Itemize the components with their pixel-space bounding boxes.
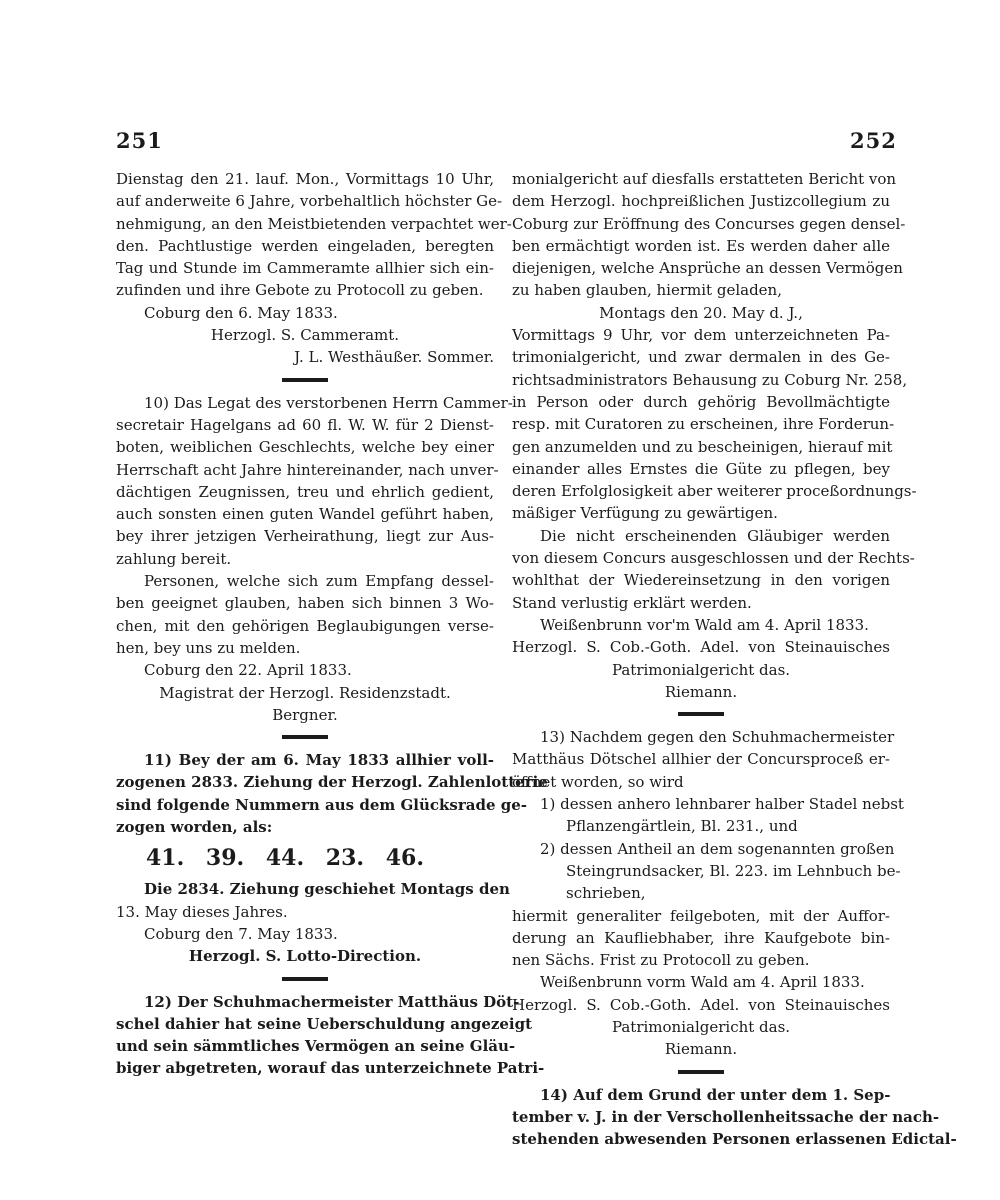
text-line: boten, weiblichen Geschlechts, welche bey einer bbox=[116, 438, 494, 457]
text-line: stehenden abwesenden Personen erlassenen Edictal- bbox=[512, 1130, 957, 1149]
text-line: chen, mit den gehörigen Beglaubigungen verse- bbox=[116, 616, 494, 635]
text-line: Tag und Stunde im Cammeramte allhier sich ein- bbox=[116, 259, 494, 278]
section-divider bbox=[678, 712, 724, 716]
text-line: Steingrundsacker, Bl. 223. im Lehnbuch be- bbox=[566, 861, 901, 880]
text-line: schrieben, bbox=[566, 884, 646, 903]
text-line: Weißenbrunn vor'm Wald am 4. April 1833. bbox=[540, 615, 869, 634]
text-line: Herrschaft acht Jahre hintereinander, nach unver- bbox=[116, 460, 499, 479]
text-line: Coburg den 6. May 1833. bbox=[144, 303, 338, 322]
text-line: zogen worden, als: bbox=[116, 818, 273, 837]
page-number-left: 251 bbox=[116, 128, 163, 153]
text-line: 13) Nachdem gegen den Schuhmachermeister bbox=[540, 728, 895, 747]
text-line: sind folgende Nummern aus dem Glücksrade ge- bbox=[116, 795, 527, 814]
section-divider bbox=[282, 378, 328, 382]
text-line: Coburg den 7. May 1833. bbox=[144, 924, 338, 943]
text-line: 12) Der Schuhmachermeister Matthäus Döt- bbox=[144, 992, 520, 1011]
text-line: Coburg den 22. April 1833. bbox=[144, 661, 352, 680]
text-line: secretair Hagelgans ad 60 fl. W. W. für 2 Dienst- bbox=[116, 415, 494, 434]
text-line: derung an Kaufliebhaber, ihre Kaufgebote bin- bbox=[512, 928, 890, 947]
text-line: Pflanzengärtlein, Bl. 231., und bbox=[566, 817, 798, 836]
text-line: zu haben glauben, hiermit geladen, bbox=[512, 281, 782, 300]
text-line: öffnet worden, so wird bbox=[512, 772, 684, 791]
text-line: bey ihrer jetzigen Verheirathung, liegt zur Aus- bbox=[116, 527, 494, 546]
text-line: Stand verlustig erklärt werden. bbox=[512, 593, 752, 612]
text-line: Vormittags 9 Uhr, vor dem unterzeichneten Pa- bbox=[512, 326, 890, 345]
section-divider bbox=[282, 977, 328, 981]
text-line: Herzogl. S. Cob.-Goth. Adel. von Steinauisches bbox=[512, 995, 890, 1014]
text-line: gen anzumelden und zu bescheinigen, hierauf mit bbox=[512, 437, 893, 456]
text-line: richtsadministrators Behausung zu Coburg Nr. 258, bbox=[512, 370, 908, 389]
section-divider bbox=[282, 735, 328, 739]
text-line: einander alles Ernstes die Güte zu pflegen, bey bbox=[512, 459, 890, 478]
text-line: von diesem Concurs ausgeschlossen und der Rechts- bbox=[512, 549, 915, 568]
text-line: nen Sächs. Frist zu Protocoll zu geben. bbox=[512, 951, 810, 970]
text-line: wohlthat der Wiedereinsetzung in den vorigen bbox=[512, 571, 890, 590]
page-number-right: 252 bbox=[850, 128, 897, 153]
text-line: schel dahier hat seine Ueberschuldung angezeigt bbox=[116, 1014, 533, 1033]
text-line: diejenigen, welche Ansprüche an dessen Vermögen bbox=[512, 259, 903, 278]
text-line: Riemann. bbox=[664, 1040, 738, 1059]
text-line: Die 2834. Ziehung geschiehet Montags den bbox=[144, 880, 510, 899]
text-line: Dienstag den 21. lauf. Mon., Vormittags 10 Uhr, bbox=[116, 170, 494, 188]
text-line: hiermit generaliter feilgeboten, mit der Auffor- bbox=[512, 906, 890, 925]
text-line: ben geeignet glauben, haben sich binnen 3 Wo- bbox=[116, 594, 494, 613]
text-line: Patrimonialgericht das. bbox=[611, 1017, 791, 1036]
text-line: zahlung bereit. bbox=[116, 549, 232, 568]
text-line: Patrimonialgericht das. bbox=[611, 660, 791, 679]
right-column bbox=[512, 168, 957, 1150]
text-line: 14) Auf dem Grund der unter dem 1. Sep- bbox=[540, 1085, 891, 1104]
text-line: nehmigung, an den Meistbietenden verpachtet wer- bbox=[116, 214, 512, 233]
text-line: in Person oder durch gehörig Bevollmächtigte bbox=[512, 392, 890, 411]
text-line: deren Erfolglosigkeit aber weiterer proceßordnungs- bbox=[512, 482, 917, 501]
text-line: J. L. Westhäußer. Sommer. bbox=[294, 348, 494, 367]
text-line: 10) Das Legat des verstorbenen Herrn Cammer- bbox=[144, 393, 513, 412]
text-line: trimonialgericht, und zwar dermalen in des Ge- bbox=[512, 348, 890, 367]
text-line: 1) dessen anhero lehnbarer halber Stadel nebst bbox=[540, 795, 904, 814]
text-line: ben ermächtigt worden ist. Es werden daher alle bbox=[512, 236, 890, 255]
text-line: Herzogl. S. Cammeramt. bbox=[210, 326, 400, 345]
text-line: Die nicht erscheinenden Gläubiger werden bbox=[540, 526, 890, 545]
text-line: resp. mit Curatoren zu erscheinen, ihre Forderun- bbox=[512, 415, 895, 434]
text-line: hen, bey uns zu melden. bbox=[116, 638, 301, 657]
text-line: Coburg zur Eröffnung des Concurses gegen densel- bbox=[512, 214, 906, 233]
text-line: zufinden und ihre Gebote zu Protocoll zu geben. bbox=[116, 281, 484, 300]
left-column bbox=[116, 168, 548, 1080]
text-line: auf anderweite 6 Jahre, vorbehaltlich höchster Ge- bbox=[116, 192, 503, 211]
text-line: biger abgetreten, worauf das unterzeichnete Patri- bbox=[116, 1059, 545, 1078]
text-line: Weißenbrunn vorm Wald am 4. April 1833. bbox=[540, 973, 865, 992]
text-line: dem Herzogl. hochpreißlichen Justizcollegium zu bbox=[512, 192, 890, 211]
text-line: Matthäus Dötschel allhier der Concursproceß er- bbox=[512, 750, 890, 769]
text-line: 41. 39. 44. 23. 46. bbox=[146, 845, 425, 872]
text-line: mäßiger Verfügung zu gewärtigen. bbox=[512, 504, 778, 523]
section-divider bbox=[678, 1070, 724, 1074]
text-line: 2) dessen Antheil an dem sogenannten großen bbox=[540, 839, 895, 858]
text-line: Bergner. bbox=[272, 705, 338, 724]
text-line: Herzogl. S. Lotto-Direction. bbox=[188, 947, 422, 966]
text-line: Magistrat der Herzogl. Residenzstadt. bbox=[159, 683, 451, 702]
text-line: Riemann. bbox=[664, 682, 738, 701]
text-line: dächtigen Zeugnissen, treu und ehrlich gedient, bbox=[116, 482, 494, 501]
text-line: tember v. J. in der Verschollenheitssache der nach- bbox=[512, 1107, 940, 1126]
text-line: 11) Bey der am 6. May 1833 allhier voll- bbox=[144, 751, 494, 770]
text-line: Herzogl. S. Cob.-Goth. Adel. von Steinauisches bbox=[512, 638, 890, 657]
text-line: zogenen 2833. Ziehung der Herzogl. Zahlenlotterie bbox=[116, 773, 548, 792]
text-line: Personen, welche sich zum Empfang dessel- bbox=[144, 572, 494, 591]
text-line: auch sonsten einen guten Wandel geführt haben, bbox=[116, 505, 494, 524]
text-line: monialgericht auf diesfalls erstatteten Bericht von bbox=[512, 170, 897, 188]
text-line: Montags den 20. May d. J., bbox=[599, 303, 803, 322]
text-line: und sein sämmtliches Vermögen an seine Gläu- bbox=[116, 1037, 516, 1056]
text-line: den. Pachtlustige werden eingeladen, beregten bbox=[116, 236, 494, 255]
text-line: 13. May dieses Jahres. bbox=[116, 902, 288, 921]
